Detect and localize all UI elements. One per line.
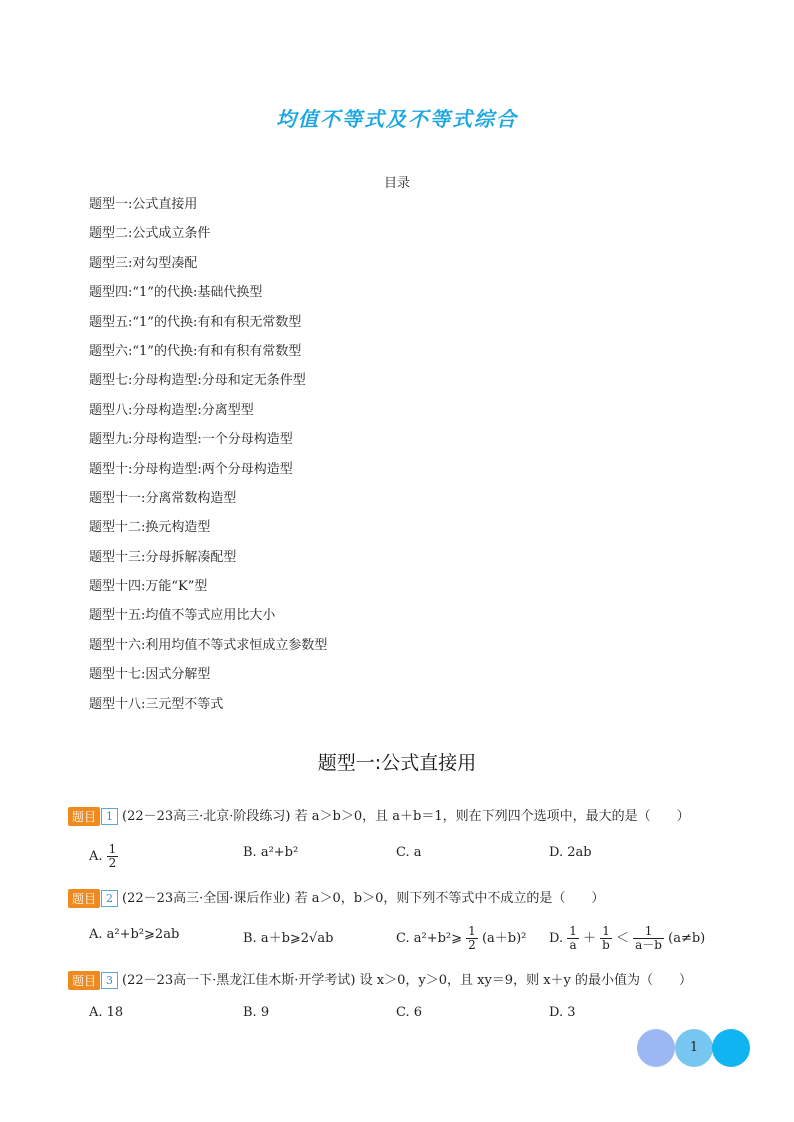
option-a[interactable]: A. $\frac{1}{2}$ — [89, 842, 117, 870]
question-text: (22－23高三·北京·阶段练习) 若 a＞b＞0，且 a＋b＝1，则在下列四个选项中，最大的是（ ） — [122, 809, 690, 824]
question-2 — [68, 887, 604, 908]
option-b[interactable]: B. a²+b² — [243, 845, 299, 860]
option-c[interactable]: C. a²+b²⩾ $\frac{1}{2}$ (a＋b)² — [396, 924, 527, 952]
question-badge: 题目 — [68, 807, 100, 826]
decor-circle-right — [712, 1029, 750, 1067]
option-d[interactable]: D. $\frac{1}{a}$ ＋ $\frac{1}{b}$ ＜ $\frac{1}{a-b}$ (a≠b) — [549, 924, 706, 952]
toc-item[interactable]: 题型十三:分母拆解凑配型 — [89, 549, 237, 565]
toc-item[interactable]: 题型六:“1”的代换:有和有积有常数型 — [89, 343, 302, 359]
question-text: (22－23高三·全国·课后作业) 若 a＞0，b＞0，则下列不等式中不成立的是（ ） — [122, 891, 605, 906]
page-number: 1 — [689, 1040, 699, 1055]
option-b[interactable]: B. 9 — [243, 1005, 270, 1020]
question-number: 1 — [101, 808, 118, 825]
toc-item[interactable]: 题型十五:均值不等式应用比大小 — [89, 608, 276, 624]
document-title: 均值不等式及不等式综合 — [276, 107, 518, 131]
question-badge: 题目 — [68, 889, 100, 908]
decor-circle-left — [637, 1029, 675, 1067]
toc-item[interactable]: 题型九:分母构造型:一个分母构造型 — [89, 432, 293, 448]
toc-item[interactable]: 题型十七:因式分解型 — [89, 667, 211, 683]
table-of-contents — [89, 196, 327, 725]
question-number: 2 — [101, 890, 118, 907]
option-a[interactable]: A. a²+b²⩾2ab — [89, 927, 180, 942]
question-3 — [68, 969, 692, 990]
toc-item[interactable]: 题型十二:换元构造型 — [89, 520, 211, 536]
toc-item[interactable]: 题型五:“1”的代换:有和有积无常数型 — [89, 314, 302, 330]
section-title: 题型一:公式直接用 — [317, 752, 477, 774]
toc-item[interactable]: 题型十:分母构造型:两个分母构造型 — [89, 461, 293, 477]
option-d[interactable]: D. 3 — [549, 1005, 576, 1020]
toc-item[interactable]: 题型十四:万能“K”型 — [89, 579, 208, 595]
option-c[interactable]: C. a — [396, 845, 422, 860]
toc-item[interactable]: 题型十八:三元型不等式 — [89, 696, 224, 712]
question-1 — [68, 805, 690, 826]
question-text: (22－23高一下·黑龙江佳木斯·开学考试) 设 x＞0，y＞0，且 xy＝9，则 x＋y 的最小值为（ ） — [122, 973, 693, 988]
fraction: $\frac{1}{b}$ — [602, 924, 610, 952]
fraction: $\frac{1}{2}$ — [468, 924, 476, 952]
fraction: $\frac{1}{a}$ — [569, 924, 577, 952]
toc-item[interactable]: 题型二:公式成立条件 — [89, 226, 211, 242]
fraction: $\frac{1}{2}$ — [108, 842, 117, 870]
toc-heading: 目录 — [383, 176, 410, 191]
option-c[interactable]: C. 6 — [396, 1005, 423, 1020]
toc-item[interactable]: 题型八:分母构造型:分离型型 — [89, 402, 254, 418]
question-badge: 题目 — [68, 971, 100, 990]
fraction: $\frac{1}{a-b}$ — [635, 924, 662, 952]
option-a[interactable]: A. 18 — [89, 1005, 124, 1020]
toc-item[interactable]: 题型十一:分离常数构造型 — [89, 490, 237, 506]
toc-item[interactable]: 题型十六:利用均值不等式求恒成立参数型 — [89, 637, 328, 653]
toc-item[interactable]: 题型一:公式直接用 — [89, 197, 198, 212]
question-number: 3 — [101, 972, 118, 989]
option-b[interactable]: B. a＋b⩾2√ab — [243, 931, 334, 946]
toc-item[interactable]: 题型四:“1”的代换:基础代换型 — [89, 285, 263, 301]
toc-item[interactable]: 题型三:对勾型凑配 — [89, 255, 198, 271]
toc-item[interactable]: 题型七:分母构造型:分母和定无条件型 — [89, 373, 306, 389]
option-d[interactable]: D. 2ab — [549, 845, 592, 860]
